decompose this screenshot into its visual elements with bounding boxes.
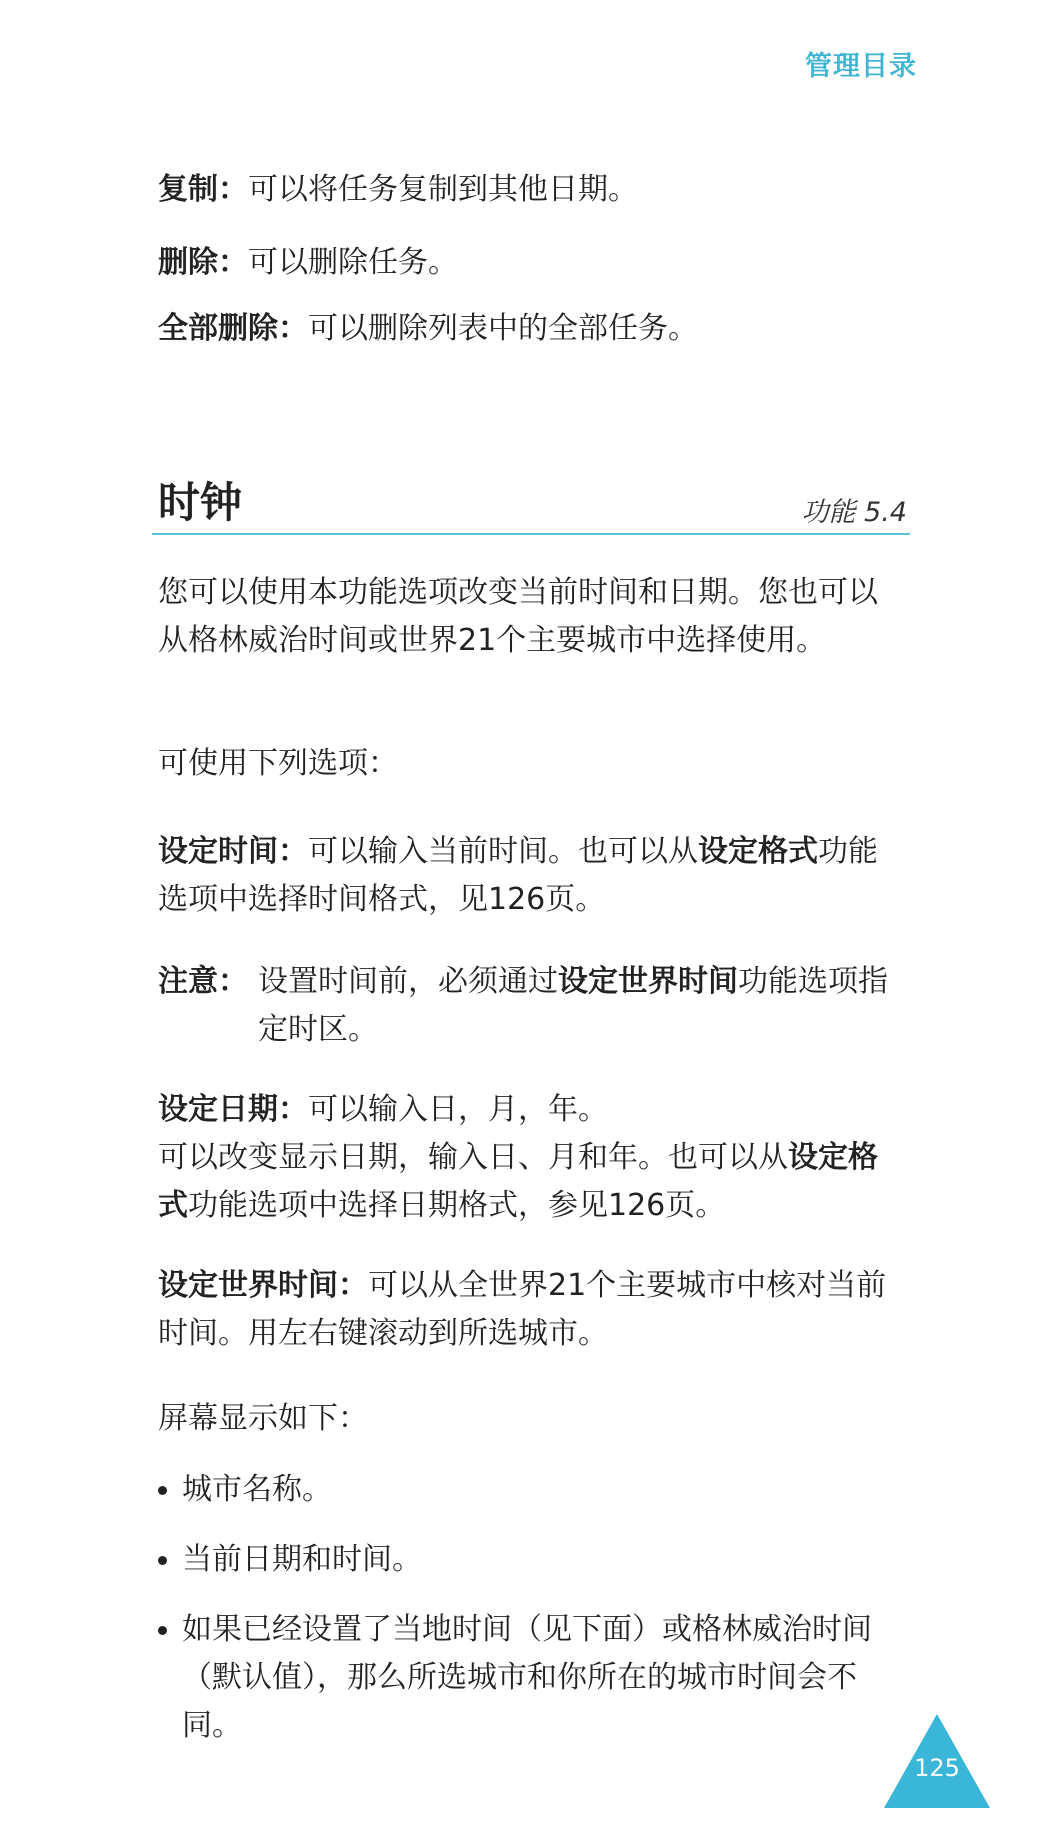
delete-item (158, 239, 918, 287)
set-date-format-ref: 设定格式 (158, 1140, 878, 1223)
set-world-time-label: 设定世界时间： (158, 1268, 368, 1303)
set-date-line-1 (158, 1086, 898, 1134)
copy-text: 可以将任务复制到其他日期。 (248, 172, 638, 207)
note-text-b: 功能选项指定时区。 (258, 964, 888, 1047)
delete-label: 删除： (158, 245, 248, 280)
list-item-text: 城市名称。 (182, 1472, 332, 1507)
set-time-text-b: 功能选项中选择时间格式，见126页。 (158, 834, 878, 917)
delete-all-text: 可以删除列表中的全部任务。 (308, 311, 698, 346)
page-number: 125 (914, 1754, 960, 1782)
set-time-label: 设定时间： (158, 834, 308, 869)
set-time-item (158, 828, 898, 924)
set-date-item (158, 1086, 898, 1230)
copy-item (158, 166, 918, 214)
list-item (158, 1536, 918, 1584)
note-label: 注意： (158, 964, 248, 999)
list-item-text: 当前日期和时间。 (182, 1542, 422, 1577)
page-number-badge (882, 1712, 992, 1812)
delete-all-label: 全部删除： (158, 311, 308, 346)
section-title: 时钟 (158, 478, 243, 527)
section-reference: 功能 5.4 (801, 497, 907, 528)
set-world-time-text: 可以从全世界21个主要城市中核对当前时间。用左右键滚动到所选城市。 (158, 1268, 887, 1351)
set-time-text-a: 可以输入当前时间。也可以从 (308, 834, 698, 869)
set-date-label: 设定日期： (158, 1092, 308, 1127)
set-date-text-c: 功能选项中选择日期格式，参见126页。 (188, 1188, 726, 1223)
table-of-contents-link[interactable]: 管理目录 (805, 51, 917, 82)
screen-intro: 屏幕显示如下： (158, 1401, 368, 1436)
delete-all-item (158, 305, 918, 353)
note-block (158, 958, 898, 1054)
list-item-text: 如果已经设置了当地时间（见下面）或格林威治时间（默认值），那么所选城市和你所在的城市时间会不同。 (182, 1612, 872, 1743)
options-intro: 可使用下列选项： (158, 746, 398, 781)
note-world-time-ref: 设定世界时间 (558, 964, 738, 999)
set-date-text-a: 可以输入日，月，年。 (308, 1092, 608, 1127)
bullet-icon (158, 1486, 167, 1495)
list-item (158, 1606, 898, 1750)
set-date-line-2 (158, 1134, 898, 1230)
copy-label: 复制： (158, 172, 248, 207)
note-text-a: 设置时间前，必须通过 (258, 964, 558, 999)
note-body (258, 958, 898, 1054)
set-world-time-item (158, 1262, 898, 1358)
set-time-format-ref: 设定格式 (698, 834, 818, 869)
section-divider (152, 533, 910, 535)
delete-text: 可以删除任务。 (248, 245, 458, 280)
intro-paragraph: 您可以使用本功能选项改变当前时间和日期。您也可以从格林威治时间或世界21个主要城市中选择使用。 (158, 575, 878, 658)
bullet-icon (158, 1556, 167, 1565)
bullet-icon (158, 1626, 167, 1635)
list-item (158, 1466, 918, 1514)
set-date-text-b: 可以改变显示日期，输入日、月和年。也可以从 (158, 1140, 788, 1175)
